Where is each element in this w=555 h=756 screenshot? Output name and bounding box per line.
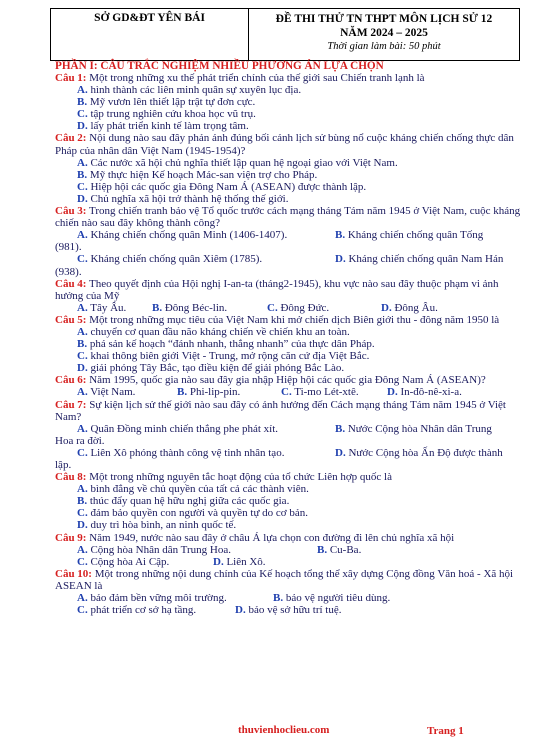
option-letter: D. (335, 253, 346, 266)
option-text: Đông Âu. (391, 301, 438, 314)
option (273, 592, 525, 604)
option-letter: C. (77, 108, 88, 121)
option (77, 253, 335, 265)
question-text: Nội dung nào sau đây phản ánh đúng bối cảnh lịch sử bùng nổ cuộc kháng chiến chống thực dân Pháp của nhân dân Việt Nam (1945-1954)? (55, 132, 514, 157)
option (55, 350, 525, 362)
question (55, 374, 525, 386)
option (55, 169, 525, 181)
option-text: Việt Nam. (87, 386, 136, 399)
question-text: Theo quyết định của Hội nghị I-an-ta (tháng2-1945), khu vực nào sau đây thuộc phạm vi ảnh hưởng của Mỹ (55, 277, 499, 302)
option-text: Kháng chiến chống quân Minh (1406-1407). (87, 229, 288, 242)
option-row (55, 556, 525, 568)
option-letter: A. (77, 592, 88, 605)
option-text: Phi-lip-pin. (187, 386, 241, 399)
option-text: duy trì hòa bình, an ninh quốc tế. (87, 519, 237, 532)
option (177, 386, 281, 398)
option-letter: C. (267, 301, 278, 314)
option (267, 302, 381, 314)
option (77, 423, 335, 435)
question-number: Câu 5: (55, 313, 87, 326)
option (55, 483, 525, 495)
question-number: Câu 9: (55, 531, 87, 544)
questions-container (55, 72, 525, 616)
question (55, 278, 525, 302)
option-continuation: (981). (55, 241, 82, 254)
option-letter: B. (77, 338, 88, 351)
option-letter: D. (235, 604, 246, 617)
option-row (55, 423, 525, 435)
option (55, 495, 525, 507)
option-text: Quân Đồng minh chiến thắng phe phát xít. (87, 422, 279, 435)
option-letter: D. (77, 120, 88, 133)
question-text: Năm 1949, nước nào sau đây ở châu Á lựa chọn con đường đi lên chủ nghĩa xã hội (86, 531, 455, 544)
question-number: Câu 4: (55, 277, 87, 290)
option-row (55, 544, 525, 556)
option-text: Tây Âu. (87, 301, 127, 314)
option-text: đảm bảo quyền con người và quyền tự do cơ bản. (87, 507, 308, 520)
option-text: bảo đảm bền vững môi trường. (87, 592, 227, 605)
option-text: Đông Đức. (277, 301, 330, 314)
question (55, 205, 525, 229)
option-text: Cộng hòa Ai Cập. (87, 555, 170, 568)
option-letter: C. (77, 350, 88, 363)
option (335, 447, 525, 459)
option-text: Nước Cộng hòa Nhân dân Trung (345, 422, 492, 435)
option-letter: D. (335, 446, 346, 459)
option-letter: C. (77, 604, 88, 617)
option-letter: C. (281, 386, 292, 399)
question-text: Một trong những nội dung chính của Kế hoạch tổng thể xây dựng Cộng đồng Văn hoá - Xã hội ASEAN là (55, 567, 514, 592)
option-text: bảo vệ người tiêu dùng. (283, 592, 391, 605)
option-letter: B. (77, 495, 88, 508)
option-letter: B. (152, 301, 163, 314)
option-text: Hiệp hội các quốc gia Đông Nam Á (ASEAN) được thành lập. (87, 180, 367, 193)
option-text: bảo vệ sở hữu trí tuệ. (245, 604, 342, 617)
option-row (55, 592, 525, 604)
question-number: Câu 2: (55, 132, 87, 145)
option (335, 423, 525, 435)
option-letter: D. (387, 386, 398, 399)
option-text: khai thông biên giới Việt - Trung, mở rộng căn cứ địa Việt Bắc. (87, 350, 370, 363)
option-text: Ti-mo Lét-xtê. (291, 386, 359, 399)
option-text: phá sản kế hoạch “đánh nhanh, thắng nhanh” của thực dân Pháp. (87, 338, 375, 351)
option-letter: D. (77, 362, 88, 375)
option-letter: A. (77, 229, 88, 242)
option-text: Kháng chiến chống quân Xiêm (1785). (87, 253, 263, 266)
option (77, 447, 335, 459)
option-letter: A. (77, 301, 88, 314)
option-letter: B. (77, 168, 88, 181)
question-number: Câu 7: (55, 398, 87, 411)
option-text: Liên Xô phóng thành công vệ tinh nhân tạo. (87, 446, 285, 459)
option-letter: A. (77, 543, 88, 556)
option-text: Nước Cộng hòa Ấn Độ được thành (345, 446, 503, 459)
exam-title-cell (249, 9, 519, 60)
option (77, 302, 152, 314)
option (77, 556, 213, 568)
option-row (55, 302, 525, 314)
option (335, 253, 525, 265)
option-text: tập trung nghiên cứu khoa học vũ trụ. (87, 108, 256, 121)
option-row (55, 604, 525, 616)
question (55, 568, 525, 592)
option-text: giải phóng Tây Bắc, tạo điều kiện để giải phóng Bắc Lào. (87, 362, 345, 375)
option (335, 229, 525, 241)
option (55, 193, 525, 205)
option-letter: A. (77, 483, 88, 496)
question (55, 471, 525, 483)
question (55, 72, 525, 84)
option (55, 507, 525, 519)
option-letter: A. (77, 325, 88, 338)
option (381, 302, 525, 314)
option-text: phát triển cơ sở hạ tầng. (87, 604, 197, 617)
department-name: SỞ GD&ĐT YÊN BÁI (94, 12, 205, 24)
option-continuation: (938). (55, 265, 82, 278)
option-letter: B. (77, 96, 88, 109)
option (213, 556, 525, 568)
question (55, 132, 525, 156)
option (55, 84, 525, 96)
option-letter: B. (273, 592, 284, 605)
option-continuation: lập. (55, 459, 72, 471)
option-letter: D. (213, 555, 224, 568)
option-text: In-đô-nê-xi-a. (397, 386, 462, 399)
option (152, 302, 267, 314)
question-text: Một trong những xu thế phát triển chính của thế giới sau Chiến tranh lạnh là (86, 72, 425, 84)
page-number: Trang 1 (427, 725, 464, 737)
option (55, 157, 525, 169)
department-cell (51, 9, 249, 60)
option (55, 519, 525, 531)
option-letter: C. (77, 180, 88, 193)
option-text: Mỹ thực hiện Kế hoạch Mác-san viện trợ cho Pháp. (87, 168, 318, 181)
option-letter: B. (335, 229, 346, 242)
option-letter: C. (77, 507, 88, 520)
option-letter: C. (77, 446, 88, 459)
option-row (55, 229, 525, 241)
option-text: hình thành các liên minh quân sự xuyên lục địa. (87, 84, 302, 97)
question-text: Năm 1995, quốc gia nào sau đây gia nhập Hiệp hội các quốc gia Đông Nam Á (ASEAN)? (86, 374, 486, 387)
option-letter: C. (77, 253, 88, 266)
option-text: thúc đẩy quan hệ hữu nghị giữa các quốc gia. (87, 495, 290, 508)
option-letter: A. (77, 156, 88, 169)
question-number: Câu 10: (55, 567, 92, 580)
option (281, 386, 387, 398)
question-number: Câu 1: (55, 72, 87, 84)
option (55, 120, 525, 132)
option (55, 326, 525, 338)
question-text: Trong chiến tranh bảo vệ Tổ quốc trước cách mạng tháng Tám năm 1945 ở Việt Nam, cuộc kháng chiến nào sau đây không thành công? (55, 205, 521, 230)
option-letter: D. (77, 519, 88, 532)
option-continuation: Hoa ra đời. (55, 434, 105, 447)
option-letter: B. (317, 543, 328, 556)
option (77, 604, 235, 616)
option-letter: B. (335, 422, 346, 435)
option-text: chuyển cơ quan đầu não kháng chiến về chiến khu an toàn. (87, 325, 350, 338)
option-letter: A. (77, 84, 88, 97)
option-letter: D. (381, 301, 392, 314)
option (77, 592, 273, 604)
exam-year: NĂM 2024 – 2025 (340, 27, 428, 39)
option-text: Các nước xã hội chủ nghĩa thiết lập quan hệ ngoại giao với Việt Nam. (87, 156, 398, 169)
option (77, 544, 317, 556)
exam-time: Thời gian làm bài: 50 phút (327, 41, 441, 52)
option-text: Đông Béc-lin. (162, 301, 228, 314)
part-heading: PHẦN I: CÂU TRẮC NGHIỆM NHIỀU PHƯƠNG ÁN LỰA CHỌN (55, 60, 384, 72)
option-letter: D. (77, 192, 88, 205)
option-row (55, 447, 525, 459)
option-text: bình đẳng về chủ quyền của tất cả các thành viên. (87, 483, 309, 496)
option (55, 362, 525, 374)
option-row (55, 386, 525, 398)
option-text: Kháng chiến chống quân Tống (345, 229, 484, 242)
option-letter: B. (177, 386, 188, 399)
option-row (55, 253, 525, 265)
question-number: Câu 3: (55, 205, 87, 218)
question-number: Câu 6: (55, 374, 87, 387)
question (55, 532, 525, 544)
option-text: Mỹ vươn lên thiết lập trật tự đơn cực. (87, 96, 256, 109)
option-text: Cu-Ba. (327, 543, 362, 556)
option (55, 108, 525, 120)
option-text: Chủ nghĩa xã hội trở thành hệ thống thế giới. (87, 192, 289, 205)
option-letter: A. (77, 386, 88, 399)
question-text: Một trong những nguyên tắc hoạt động của tổ chức Liên hợp quốc là (86, 471, 392, 484)
option (55, 181, 525, 193)
option (55, 338, 525, 350)
option (77, 386, 177, 398)
option (55, 96, 525, 108)
question (55, 314, 525, 326)
option-text: Kháng chiến chống quân Nam Hán (345, 253, 504, 266)
option (387, 386, 525, 398)
option (317, 544, 525, 556)
option-letter: C. (77, 555, 88, 568)
option-text: Cộng hòa Nhân dân Trung Hoa. (87, 543, 232, 556)
option (77, 229, 335, 241)
option-text: lấy phát triển kinh tế làm trọng tâm. (87, 120, 249, 133)
question-text: Sự kiện lịch sử thế giới nào sau đây có ảnh hưởng đến Cách mạng tháng Tám năm 1945 ở Việt Nam? (55, 398, 506, 423)
footer-site-link[interactable]: thuvienhoclieu.com (238, 724, 330, 736)
exam-title: ĐỀ THI THỬ TN THPT MÔN LỊCH SỬ 12 (275, 13, 493, 25)
question-number: Câu 8: (55, 471, 87, 484)
option-letter: A. (77, 422, 88, 435)
option (235, 604, 525, 616)
question (55, 399, 525, 423)
option-text: Liên Xô. (223, 555, 266, 568)
exam-header-table (50, 8, 520, 61)
question-text: Một trong những mục tiêu của Việt Nam khi mở chiến dịch Biên giới thu - đông năm 1950 là (86, 313, 500, 326)
